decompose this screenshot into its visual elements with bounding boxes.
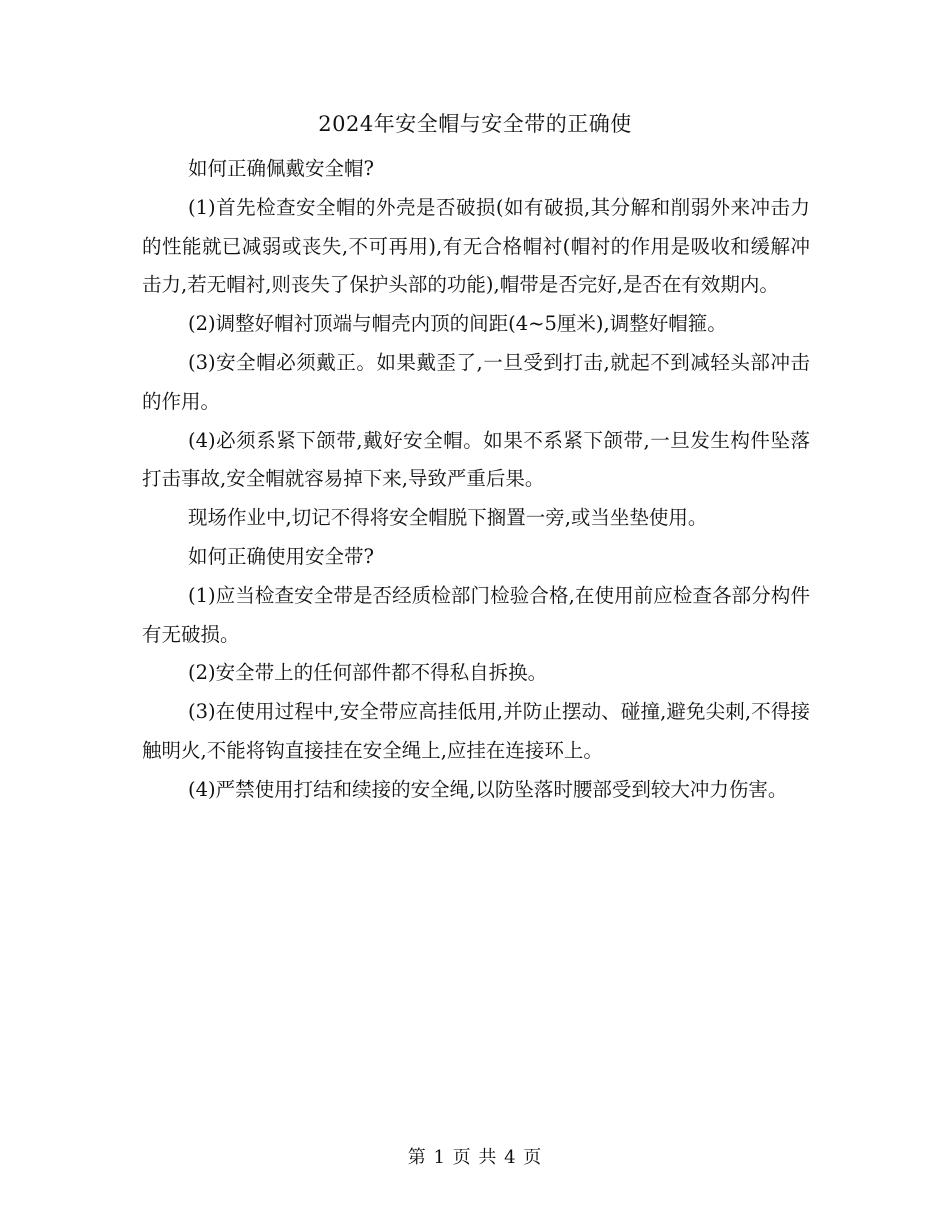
paragraph-belt-heading: 如何正确使用安全带?	[188, 544, 374, 568]
paragraph-helmet-heading: 如何正确佩戴安全帽?	[188, 157, 374, 180]
paragraph-belt-step-4: (4)严禁使用打结和续接的安全绳,以防坠落时腰部受到较大冲力伤害。	[188, 777, 788, 801]
paragraph-belt-step-2: (2)安全带上的任何部件都不得私自拆换。	[188, 661, 548, 685]
paragraph-helmet-step-2: (2)调整好帽衬顶端与帽壳内顶的间距(4~5厘米),调整好帽箍。	[188, 312, 727, 336]
paragraph-helmet-note: 现场作业中,切记不得将安全帽脱下搁置一旁,或当坐垫使用。	[188, 506, 708, 530]
paragraph-belt-step-3: (3)在使用过程中,安全带应高挂低用,并防止摆动、碰撞,避免尖刺,不得接触明火,不能将钩直接挂在安全绳上,应挂在连接环上。	[142, 700, 810, 762]
paragraph-helmet-step-3: (3)安全帽必须戴正。如果戴歪了,一旦受到打击,就起不到减轻头部冲击的作用。	[142, 350, 810, 413]
paragraph-belt-step-1: (1)应当检查安全带是否经质检部门检验合格,在使用前应检查各部分构件有无破损。	[142, 583, 810, 646]
paragraph-helmet-step-1: (1)首先检查安全帽的外壳是否破损(如有破损,其分解和削弱外来冲击力的性能就已减弱或丧失,不可再用),有无合格帽衬(帽衬的作用是吸收和缓解冲击力,若无帽衬,则丧失了保护头部的功能),帽带是否完好,是否在有效期内。	[142, 195, 810, 297]
document-title: 2024年安全帽与安全带的正确使	[318, 112, 632, 136]
paragraph-helmet-step-4: (4)必须系紧下颌带,戴好安全帽。如果不系紧下颌带,一旦发生构件坠落打击事故,安全帽就容易掉下来,导致严重后果。	[142, 428, 810, 491]
page-footer: 第 1 页 共 4 页	[407, 1147, 543, 1168]
document-body	[142, 150, 810, 810]
